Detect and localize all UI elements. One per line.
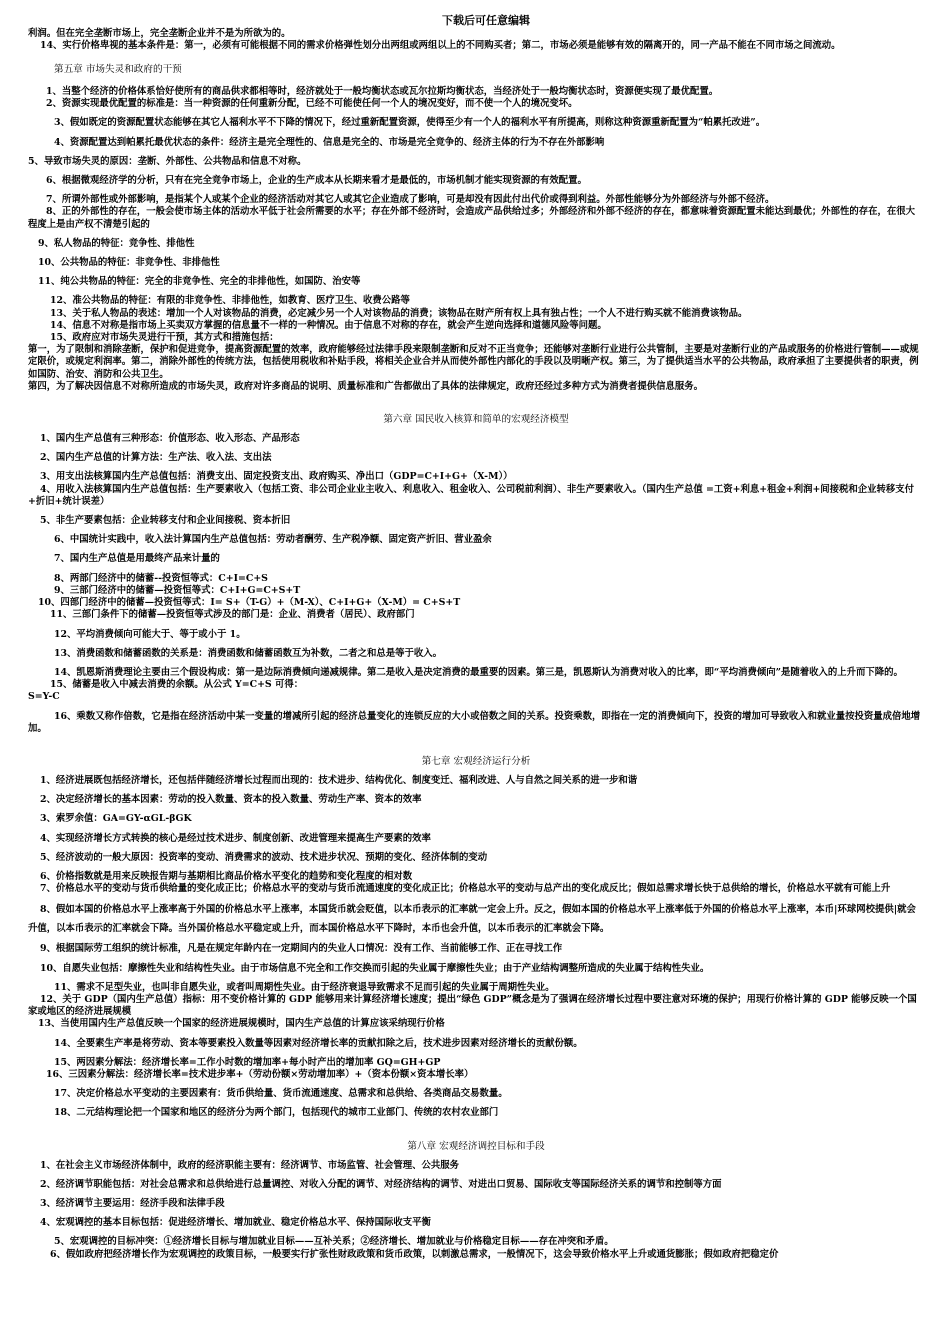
ch5-item-5: 5、导致市场失灵的原因：垄断、外部性、公共物品和信息不对称。 bbox=[28, 155, 307, 167]
ch7-item-10: 10、自愿失业包括：摩擦性失业和结构性失业。由于市场信息不完全和工作交换而引起的失业属于摩擦性失业；由于产业结构调整所造成的失业属于结构性失业。 bbox=[40, 962, 710, 974]
chapter-6-title: 第六章 国民收入核算和简单的宏观经济模型 bbox=[383, 414, 569, 426]
ch6-item-3: 3、用支出法核算国内生产总值包括：消费支出、固定投资支出、政府购买、净出口（GDP=C+I+G+（X-M）） bbox=[40, 471, 513, 483]
ch7-item-13: 13、当使用国内生产总值反映一个国家的经济进展规模时，国内生产总值的计算应该采纳现行价格 bbox=[38, 1018, 445, 1030]
ch5-item-13: 13、关于私人物品的表述：增加一个人对该物品的消费，必定减少另一个人对该物品的消费；该物品在财产所有权上具有独占性；一个人不进行购买就不能消费该物品。 bbox=[50, 307, 748, 319]
ch7-item-11: 11、需求不足型失业，也叫非自愿失业，或者叫周期性失业。由于经济衰退导致需求不足而引起的失业属于周期性失业。 bbox=[54, 981, 555, 993]
ch7-item-8: 8、假如本国的价格总水平上涨率高于外国的价格总水平上涨率，本国货币就会贬值，以本币表示的汇率就一定会上升。反之，假如本国的价格总水平上涨率低于外国的价格总水平上涨率，本币|环球网校提供|就会升值，以本币表示的汇率就会下降。当外国价格总水平稳定或上升，而本国价格总水平下降时，本币也会升值，以本币表示的汇率就会下降。 bbox=[28, 904, 916, 935]
ch6-item-9: 9、三部门经济中的储蓄—投资恒等式：C+I+G=C+S+T bbox=[54, 584, 301, 596]
ch5-item-4: 4、资源配置达到帕累托最优状态的条件：经济主是完全理性的、信息是完全的、市场是完全竞争的、经济主体的行为不存在外部影响 bbox=[54, 136, 605, 148]
intro-item-14: 14、实行价格卑视的基本条件是：第一，必须有可能根据不同的需求价格弹性划分出两组或两组以上的不同购买者；第二，市场必须是能够有效的隔离开的，同一产品不能在不同市场之间流动。 bbox=[40, 40, 841, 52]
ch7-item-4: 4、实现经济增长方式转换的核心是经过技术进步、制度创新、改进管理来提高生产要素的效率 bbox=[40, 832, 431, 844]
ch7-item-14: 14、全要素生产率是将劳动、资本等要素投入数量等因素对经济增长率的贡献扣除之后，技术进步因素对经济增长的贡献份额。 bbox=[54, 1037, 583, 1049]
ch7-item-6: 6、价格指数就是用来反映报告期与基期相比商品价格水平变化的趋势和变化程度的相对数 bbox=[40, 870, 413, 882]
ch5-item-15: 15、政府应对市场失灵进行干预，其方式和措施包括： bbox=[50, 332, 279, 344]
page-header: 下载后可任意编辑 bbox=[442, 14, 530, 27]
ch8-item-5: 5、宏观调控的目标冲突：①经济增长目标与增加就业目标——互补关系；②经济增长、增加就业与价格稳定目标——存在冲突和矛盾。 bbox=[54, 1236, 614, 1248]
ch6-item-15: 15、储蓄是收入中减去消费的余额。从公式 Y=C+S 可得： bbox=[50, 679, 304, 691]
ch6-item-4: 4、用收入法核算国内生产总值包括：生产要素收入（包括工资、非公司企业业主收入、利息收入、租金收入、公司税前利润）、非生产要素收入。（国内生产总值 =工资+利息+租金+利润+间接税和企业转移支付+折旧+统计误差） bbox=[28, 483, 915, 507]
ch6-item-12: 12、平均消费倾向可能大于、等于或小于 1。 bbox=[54, 628, 246, 640]
ch5-item-11: 11、纯公共物品的特征：完全的非竞争性、完全的非排他性，如国防、治安等 bbox=[38, 276, 361, 288]
ch5-item-7: 7、所谓外部性或外部影响，是指某个人或某个企业的经济活动对其它人或其它企业造成了影响，可是却没有因此付出代价或得到利益。外部性能够分为外部经济与外部不经济。 bbox=[46, 194, 775, 206]
ch6-item-8: 8、两部门经济中的储蓄--投资恒等式：C+I=C+S bbox=[54, 572, 268, 584]
ch6-item-14: 14、凯恩斯消费理论主要由三个假设构成：第一是边际消费倾向递减规律。第二是收入是决定消费的最重要的因素。第三是，凯恩斯认为消费对收入的比率，即“平均消费倾向”是随着收入的上升而下降的。 bbox=[54, 666, 903, 678]
ch7-item-2: 2、决定经济增长的基本因素：劳动的投入数量、资本的投入数量、劳动生产率、资本的效率 bbox=[40, 794, 422, 806]
ch7-item-7: 7、价格总水平的变动与货币供给量的变化成正比；价格总水平的变动与货币流通速度的变化成正比；价格总水平的变动与总产出的变化成反比；假如总需求增长快于总供给的增长，价格总水平就有可能上升 bbox=[40, 883, 891, 895]
ch5-item-1: 1、当整个经济的价格体系恰好使所有的商品供求都相等时，经济就处于一般均衡状态或瓦尔拉斯均衡状态，当经济处于一般均衡状态时，资源便实现了最优配置。 bbox=[46, 86, 719, 97]
ch7-item-16: 16、三因素分解法：经济增长率=技术进步率+（劳动份额×劳动增加率）+（资本份额×资本增长率） bbox=[46, 1068, 474, 1080]
ch8-item-1: 1、在社会主义市场经济体制中，政府的经济职能主要有：经济调节、市场监管、社会管理、公共服务 bbox=[40, 1159, 460, 1171]
ch6-item-2: 2、国内生产总值的计算方法：生产法、收入法、支出法 bbox=[40, 452, 272, 464]
ch7-item-5: 5、经济波动的一般大原因：投资率的变动、消费需求的波动、技术进步状况、预期的变化、经济体制的变动 bbox=[40, 851, 488, 863]
ch7-item-9: 9、根据国际劳工组织的统计标准，凡是在规定年龄内在一定期间内的失业人口情况：没有工作、当前能够工作、正在寻找工作 bbox=[40, 943, 563, 955]
ch5-item-10: 10、公共物品的特征：非竞争性、非排他性 bbox=[38, 257, 220, 269]
ch5-item-8: 8、正的外部性的存在，一般会使市场主体的活动水平低于社会所需要的水平；存在外部不经济时，会造成产品供给过多；外部经济和外部不经济的存在，都意味着资源配置未能达到最优；外部性的存在，在很大程度上是由产权不清楚引起的 bbox=[28, 206, 916, 230]
ch8-item-6: 6、假如政府把经济增长作为宏观调控的政策目标，一般要实行扩张性财政政策和货币政策，以刺激总需求，一般情况下，这会导致价格水平上升或通货膨胀；假如政府把稳定价 bbox=[50, 1248, 779, 1260]
ch7-item-1: 1、经济进展既包括经济增长，还包括伴随经济增长过程而出现的：技术进步、结构优化、制度变迁、福利改进、人与自然之间关系的进一步和谐 bbox=[40, 774, 638, 786]
ch6-item-7: 7、国内生产总值是用最终产品来计量的 bbox=[54, 553, 220, 565]
ch7-item-18: 18、二元结构理论把一个国家和地区的经济分为两个部门，包括现代的城市工业部门、传统的农村农业部门 bbox=[54, 1107, 499, 1119]
chapter-5-title: 第五章 市场失灵和政府的干预 bbox=[54, 64, 182, 76]
ch6-item-5: 5、非生产要素包括：企业转移支付和企业间接税、资本折旧 bbox=[40, 515, 291, 527]
chapter-7-title: 第七章 宏观经济运行分析 bbox=[421, 755, 531, 767]
ch5-item-2: 2、资源实现最优配置的标准是：当一种资源的任何重新分配，已经不可能使任何一个人的境况变好，而不使一个人的境况变坏。 bbox=[46, 98, 578, 110]
ch6-item-16: 16、乘数又称作倍数，它是指在经济活动中某一变量的增减所引起的经济总量变化的连锁反应的大小或倍数之间的关系。投资乘数，即指在一定的消费倾向下，投资的增加可导致收入和就业量按投资量成倍地增加。 bbox=[28, 710, 921, 734]
chapter-8-title: 第八章 宏观经济调控目标和手段 bbox=[407, 1140, 545, 1152]
ch8-item-2: 2、经济调节职能包括：对社会总需求和总供给进行总量调控、对收入分配的调节、对经济结构的调节、对进出口贸易、国际收支等国际经济关系的调节和控制等方面 bbox=[40, 1178, 722, 1190]
ch5-item-6: 6、根据微观经济学的分析，只有在完全竞争市场上，企业的生产成本从长期来看才是最低的，市场机制才能实现资源的有效配置。 bbox=[46, 175, 587, 187]
ch5-item-9: 9、私人物品的特征：竞争性、排他性 bbox=[38, 237, 195, 249]
ch7-item-12: 12、关于 GDP（国内生产总值）指标：用不变价格计算的 GDP 能够用来计算经济增长速度；提出“绿色 GDP”概念是为了强调在经济增长过程中要注意对环境的保护；用现行价格计算的 GDP 能够反映一个国家或地区的经济进展规模 bbox=[28, 993, 917, 1018]
ch5-item-12: 12、准公共物品的特征：有限的非竞争性、非排他性，如教育、医疗卫生、收费公路等 bbox=[50, 295, 410, 307]
ch7-item-15: 15、两因素分解法：经济增长率=工作小时数的增加率+每小时产出的增加率 GQ=GH+GP bbox=[54, 1056, 441, 1068]
ch5-item-14: 14、信息不对称是指市场上买卖双方掌握的信息量不一样的一种情况。由于信息不对称的存在，就会产生逆向选择和道德风险等问题。 bbox=[50, 319, 607, 331]
ch6-item-13: 13、消费函数和储蓄函数的关系是：消费函数和储蓄函数互为补数，二者之和总是等于收入。 bbox=[54, 647, 443, 659]
ch7-item-17: 17、决定价格总水平变动的主要因素有：货币供给量、货币流通速度、总需求和总供给、各类商品交易数量。 bbox=[54, 1088, 508, 1100]
ch6-item-10: 10、四部门经济中的储蓄—投资恒等式：I= S+（T-G）+（M-X）、C+I+G+（X-M）= C+S+T bbox=[38, 597, 461, 609]
ch5-item-15-part-1: 第一，为了限制和消除垄断，保护和促进竞争，提高资源配置的效率，政府能够经过法律手段来限制垄断和反对不正当竞争；还能够对垄断行业进行公共管制，主要是对垄断行业的产品或服务的价格进行管制——或规定限价，或规定利润率。第二，消除外部性的传统方法，包括使用税收和补贴手段，将相关企业合并从而使外部性内部化的手段以及明晰产权。第三，为了提供适当水平的公共物品，政府承担了主要提供者的职责，例如国防、治安、消防和公共卫生。 bbox=[28, 344, 919, 380]
ch8-item-3: 3、经济调节主要运用：经济手段和法律手段 bbox=[40, 1197, 225, 1209]
ch6-item-11: 11、三部门条件下的储蓄—投资恒等式涉及的部门是：企业、消费者（居民）、政府部门 bbox=[50, 609, 415, 621]
ch6-item-6: 6、中国统计实践中，收入法计算国内生产总值包括：劳动者酬劳、生产税净额、固定资产折旧、营业盈余 bbox=[54, 534, 492, 546]
ch8-item-4: 4、宏观调控的基本目标包括：促进经济增长、增加就业、稳定价格总水平、保持国际收支平衡 bbox=[40, 1217, 431, 1229]
intro-line-1: 利润。但在完全垄断市场上，完全垄断企业并不是为所欲为的。 bbox=[28, 28, 291, 39]
ch5-item-15-part-4: 第四，为了解决因信息不对称所造成的市场失灵，政府对许多商品的说明、质量标准和广告都做出了具体的法律规定，政府还经过多种方式为消费者提供信息服务。 bbox=[28, 380, 704, 392]
ch7-item-3: 3、索罗余值：GA=GY-αGL-βGK bbox=[40, 813, 192, 825]
ch6-item-15-formula: S=Y-C bbox=[28, 691, 60, 703]
ch6-item-1: 1、国内生产总值有三种形态：价值形态、收入形态、产品形态 bbox=[40, 433, 300, 445]
ch5-item-3: 3、假如既定的资源配置状态能够在其它人福利水平不下降的情况下，经过重新配置资源，使得至少有一个人的福利水平有所提高，则称这种资源重新配置为“帕累托改进”。 bbox=[54, 117, 766, 129]
